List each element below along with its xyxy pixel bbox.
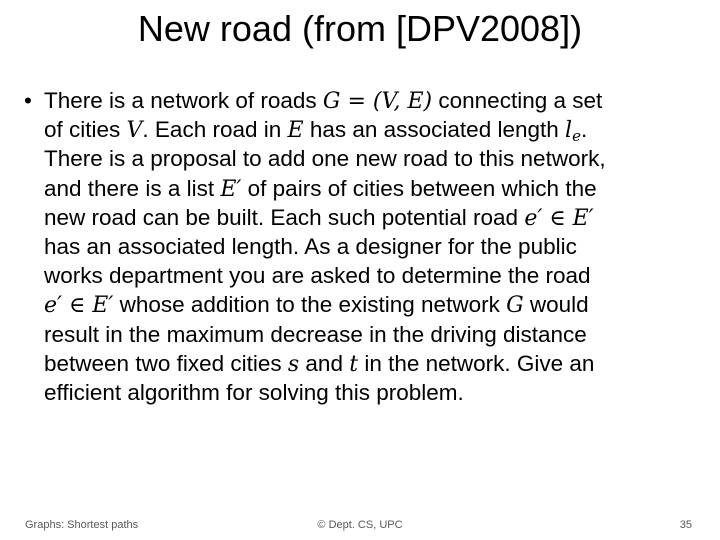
statement-line-11: efficient algorithm for solving this problem. <box>44 379 464 405</box>
statement-line-10: between two fixed cities s and t in the network. Give an <box>44 350 595 377</box>
footer-section-title: Graphs: Shortest paths <box>25 519 139 531</box>
bullet-marker: • <box>24 88 32 113</box>
math-candidate-road: e′ ∈ E′ <box>524 205 594 231</box>
math-length-subscript: e <box>572 127 581 146</box>
math-vertices: V <box>126 118 143 144</box>
math-edges: E <box>287 118 304 144</box>
math-source: s <box>287 351 300 377</box>
statement-line-6: has an associated length. As a designer for the public <box>44 233 577 259</box>
statement-line-1: There is a network of roads G = (V, E) connecting a set <box>44 88 603 114</box>
statement-line-3: There is a proposal to add one new road to this network, <box>44 146 606 172</box>
statement-line-8: e′ ∈ E′ whose addition to the existing network G would <box>44 292 589 319</box>
slide-title: New road (from [DPV2008]) <box>137 8 583 49</box>
math-graph: G = (V, E) <box>322 89 433 114</box>
statement-line-5: new road can be built. Each such potential road e′ ∈ E′ <box>44 204 594 231</box>
statement-lines <box>44 86 694 407</box>
footer-page-number: 35 <box>679 519 692 531</box>
statement-line-7: works department you are asked to determine the road <box>44 263 591 289</box>
math-length: l <box>565 118 573 144</box>
math-candidate-set: E′ <box>220 176 242 202</box>
statement-line-2: of cities V. Each road in E has an associated length $l_e$. <box>44 117 588 146</box>
math-graph: G <box>506 293 524 319</box>
statement-line-4: and there is a list E′ of pairs of cities between which the <box>44 175 597 202</box>
statement-line-9: result in the maximum decrease in the driving distance <box>44 321 587 347</box>
math-target: t <box>349 351 359 377</box>
math-candidate-road: e′ ∈ E′ <box>44 293 114 319</box>
footer-copyright: © Dept. CS, UPC <box>317 519 403 531</box>
